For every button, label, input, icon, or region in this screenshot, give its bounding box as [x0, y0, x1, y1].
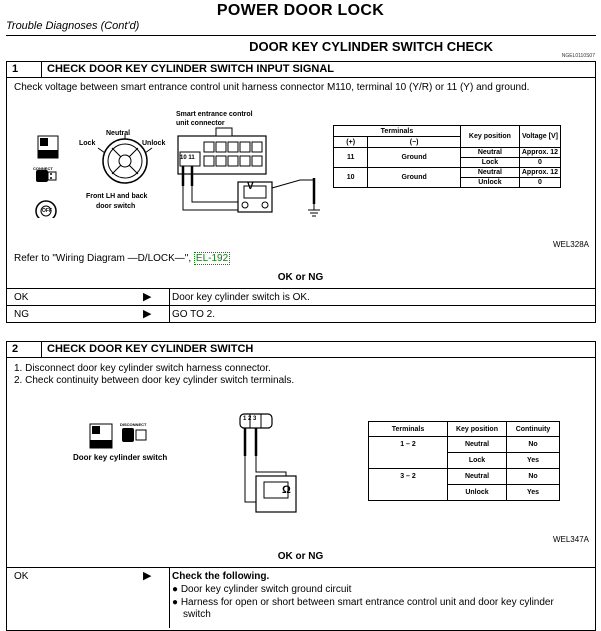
ohm-symbol: Ω — [282, 484, 291, 496]
unit-label-2: unit connector — [176, 120, 225, 127]
step1-number: 1 — [12, 63, 19, 75]
disconnect-icon — [122, 428, 146, 442]
result-label: OK — [14, 292, 29, 303]
table-cell: Ground — [368, 148, 461, 168]
unlock-label: Unlock — [142, 140, 166, 147]
arrow-icon: ▶ — [143, 291, 152, 303]
step1-header — [6, 61, 596, 78]
step1-instruction: Check voltage between smart entrance control unit harness connector M110, terminal 10 (Y/R) or 11 (Y) and ground. — [14, 82, 530, 93]
step2-header — [6, 341, 596, 358]
table-cell: Approx. 12 — [519, 168, 560, 178]
step2-spec-table — [368, 421, 560, 501]
hs-label-2: H.S. — [93, 440, 103, 446]
neutral-label: Neutral — [106, 130, 131, 137]
hs-label: H.S. — [40, 154, 50, 160]
step1-result-ok — [6, 288, 596, 305]
table-header-plus: (+) — [334, 137, 368, 148]
table-header-key: Key position — [448, 422, 507, 437]
table-cell: No — [507, 437, 560, 453]
table-cell: 0 — [519, 158, 560, 168]
result-label: OK — [14, 571, 29, 582]
step2-ok-ng: OK or NG — [277, 551, 324, 562]
step2-line1: 1. Disconnect door key cylinder switch harness connector. — [14, 363, 271, 374]
meter-label: V — [247, 181, 254, 192]
table-cell: Neutral — [460, 168, 519, 178]
table-cell: 1 – 2 — [369, 437, 448, 469]
table-header-terminals: Terminals — [334, 126, 461, 137]
step1-title: CHECK DOOR KEY CYLINDER SWITCH INPUT SIGNAL — [47, 63, 335, 75]
result-text: Door key cylinder switch is OK. — [172, 292, 310, 303]
refer-text — [14, 253, 230, 264]
section-title: DOOR KEY CYLINDER SWITCH CHECK — [249, 39, 493, 54]
page-subtitle: Trouble Diagnoses (Cont'd) — [6, 20, 140, 32]
step1-result-ng — [6, 305, 596, 323]
figure-code-2: WEL347A — [552, 535, 589, 544]
switch-label: Door key cylinder switch — [73, 453, 168, 462]
arrow-icon: ▶ — [143, 308, 152, 320]
step2-diagram — [80, 410, 320, 530]
table-cell: Unlock — [448, 485, 507, 501]
table-cell: Lock — [460, 158, 519, 168]
table-cell: Approx. 12 — [519, 148, 560, 158]
bullet-1: ● Door key cylinder switch ground circuit — [172, 584, 352, 595]
table-cell: Yes — [507, 453, 560, 469]
result-divider — [169, 289, 170, 305]
refer-label: Refer to "Wiring Diagram —D/LOCK—", — [14, 253, 192, 264]
refer-link[interactable]: EL-192 — [195, 253, 229, 264]
voltmeter-icon — [238, 182, 272, 212]
table-cell: Yes — [507, 485, 560, 501]
table-header-key: Key position — [460, 126, 519, 148]
table-cell: Ground — [368, 168, 461, 188]
switch-label-2: door switch — [96, 203, 136, 210]
step2-divider — [41, 341, 42, 357]
table-cell: Neutral — [448, 437, 507, 453]
unit-label-1: Smart entrance control — [176, 111, 253, 118]
ground-icon — [308, 204, 320, 216]
table-cell: 0 — [519, 178, 560, 188]
table-cell: Neutral — [460, 148, 519, 158]
bullet-1-text: Door key cylinder switch ground circuit — [180, 584, 352, 595]
step1-spec-table — [333, 125, 561, 188]
table-cell: 10 — [334, 168, 368, 188]
table-cell: 3 – 2 — [369, 469, 448, 501]
pin-label: 10 11 — [180, 155, 195, 161]
table-cell: Lock — [448, 453, 507, 469]
result-heading: Check the following. — [172, 571, 270, 582]
bullet-2: ● Harness for open or short between smart entrance control unit and door key cylinder — [172, 597, 554, 608]
figure-code-1: WEL328A — [552, 240, 589, 249]
connect-label: CONNECT — [33, 166, 53, 171]
table-header-voltage: Voltage [V] — [519, 126, 560, 148]
bullet-2-cont: switch — [183, 609, 211, 620]
table-cell: Unlock — [460, 178, 519, 188]
table-cell: Neutral — [448, 469, 507, 485]
step2-number: 2 — [12, 343, 19, 355]
result-label: NG — [14, 309, 29, 320]
connect-icon — [36, 170, 56, 182]
disconnect-label: DISCONNECT — [120, 422, 147, 427]
table-header-minus: (−) — [368, 137, 461, 148]
step1-divider — [41, 61, 42, 77]
header-rule — [6, 35, 596, 36]
table-header-terminals: Terminals — [369, 422, 448, 437]
result-text: GO TO 2. — [172, 309, 215, 320]
table-header-continuity: Continuity — [507, 422, 560, 437]
page-title: POWER DOOR LOCK — [216, 2, 385, 19]
arrow-icon: ▶ — [143, 570, 152, 582]
result-divider — [169, 568, 170, 628]
off-label: OFF — [42, 208, 52, 214]
table-cell: No — [507, 469, 560, 485]
switch-label-1: Front LH and back — [86, 193, 148, 200]
step2-result-ok — [6, 567, 596, 628]
bullet-2-text: Harness for open or short between smart entrance control unit and door key cylinder — [180, 597, 554, 608]
lock-label: Lock — [79, 140, 96, 147]
step2-title: CHECK DOOR KEY CYLINDER SWITCH — [47, 343, 254, 355]
step2-line2: 2. Check continuity between door key cylinder switch terminals. — [14, 375, 295, 386]
result-divider — [169, 306, 170, 323]
pins-label: 1 2 3 — [243, 416, 257, 422]
table-cell: 11 — [334, 148, 368, 168]
step1-ok-ng: OK or NG — [277, 272, 324, 283]
section-code: NGEL0110S07 — [561, 53, 595, 59]
